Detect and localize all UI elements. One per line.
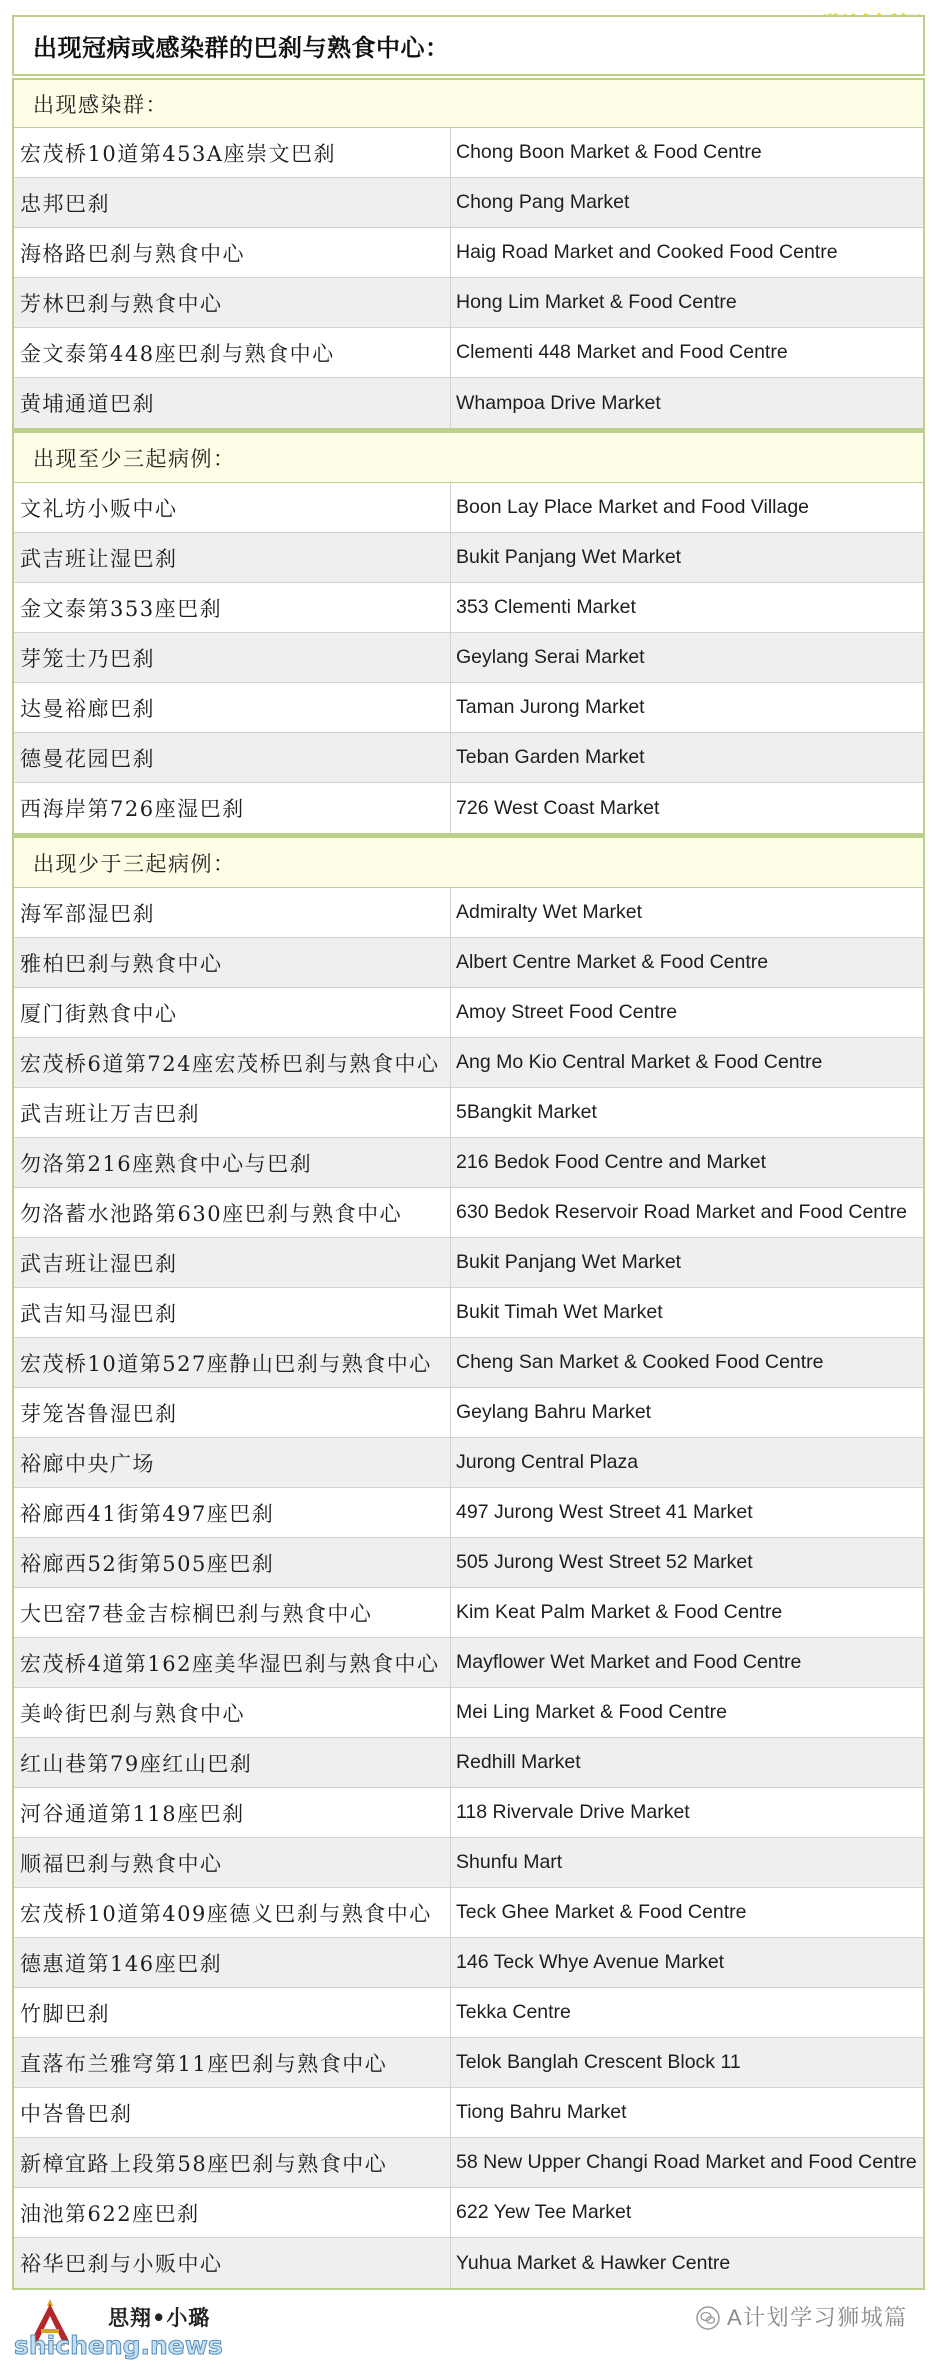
market-name-en: Teck Ghee Market & Food Centre xyxy=(456,1901,747,1923)
table-row xyxy=(14,1038,923,1088)
table-row xyxy=(14,1488,923,1538)
market-name-zh: 武吉班让万吉巴刹 xyxy=(14,1088,451,1137)
table-row xyxy=(14,328,923,378)
table-row xyxy=(14,178,923,228)
market-name-en: Bukit Timah Wet Market xyxy=(456,1301,663,1323)
table-row xyxy=(14,583,923,633)
market-name-zh: 勿洛蓄水池路第630座巴刹与熟食中心 xyxy=(14,1188,451,1237)
market-name-zh: 金文泰第448座巴刹与熟食中心 xyxy=(14,328,451,377)
brand-name: 思翔•小璐 xyxy=(108,2305,211,2330)
market-name-en: Redhill Market xyxy=(456,1751,581,1773)
market-name-en: 726 West Coast Market xyxy=(456,796,660,819)
table-row xyxy=(14,378,923,428)
section-clusters xyxy=(14,78,923,428)
table-row xyxy=(14,633,923,683)
market-name-en: 118 Rivervale Drive Market xyxy=(456,1801,690,1823)
market-name-zh: 宏茂桥10道第527座静山巴刹与熟食中心 xyxy=(14,1338,451,1387)
market-name-en: Bukit Panjang Wet Market xyxy=(456,1251,682,1273)
section-heading: 出现感染群： xyxy=(14,78,923,128)
table-row xyxy=(14,2038,923,2088)
table-row xyxy=(14,1438,923,1488)
market-name-en: Haig Road Market and Cooked Food Centre xyxy=(456,241,838,263)
table-row xyxy=(14,1088,923,1138)
table-row xyxy=(14,1988,923,2038)
market-name-en: Tekka Centre xyxy=(456,2001,571,2023)
market-name-en: Mei Ling Market & Food Centre xyxy=(456,1701,727,1723)
market-name-en: 5Bangkit Market xyxy=(456,1101,597,1123)
market-name-en: Cheng San Market & Cooked Food Centre xyxy=(456,1351,824,1373)
table-row xyxy=(14,2138,923,2188)
market-name-en: Telok Banglah Crescent Block 11 xyxy=(456,2051,741,2073)
market-name-en: Chong Pang Market xyxy=(456,191,630,213)
table-row xyxy=(14,1688,923,1738)
market-name-en: Whampoa Drive Market xyxy=(456,391,661,414)
table-row xyxy=(14,1388,923,1438)
market-name-en: Taman Jurong Market xyxy=(456,696,645,718)
market-name-zh: 新樟宜路上段第58座巴刹与熟食中心 xyxy=(14,2138,451,2187)
market-name-en: Hong Lim Market & Food Centre xyxy=(456,291,737,313)
market-name-zh: 红山巷第79座红山巴刹 xyxy=(14,1738,451,1787)
market-name-en: Ang Mo Kio Central Market & Food Centre xyxy=(456,1051,823,1073)
market-name-zh: 裕廊西41街第497座巴刹 xyxy=(14,1488,451,1537)
market-name-en: Mayflower Wet Market and Food Centre xyxy=(456,1651,802,1673)
market-name-zh: 武吉班让湿巴刹 xyxy=(14,533,451,582)
market-name-en: 497 Jurong West Street 41 Market xyxy=(456,1501,753,1523)
market-name-zh: 黄埔通道巴刹 xyxy=(14,378,451,428)
page-title: 出现冠病或感染群的巴刹与熟食中心： xyxy=(33,35,450,62)
market-name-en: Clementi 448 Market and Food Centre xyxy=(456,341,788,363)
market-name-zh: 芽笼峇鲁湿巴刹 xyxy=(14,1388,451,1437)
market-name-zh: 武吉班让湿巴刹 xyxy=(14,1238,451,1287)
table-row xyxy=(14,938,923,988)
market-name-zh: 宏茂桥6道第724座宏茂桥巴刹与熟食中心 xyxy=(14,1038,451,1087)
table-row xyxy=(14,1788,923,1838)
table-row xyxy=(14,1238,923,1288)
section-heading: 出现少于三起病例： xyxy=(14,833,923,888)
market-name-zh: 竹脚巴刹 xyxy=(14,1988,451,2037)
table-row xyxy=(14,683,923,733)
table-row xyxy=(14,1938,923,1988)
table-row xyxy=(14,1338,923,1388)
market-name-en: 58 New Upper Changi Road Market and Food Centre xyxy=(456,2151,917,2173)
market-name-zh: 宏茂桥10道第409座德义巴刹与熟食中心 xyxy=(14,1888,451,1937)
table-row xyxy=(14,533,923,583)
market-name-en: Tiong Bahru Market xyxy=(456,2101,627,2123)
table-row xyxy=(14,1288,923,1338)
market-name-en: Geylang Serai Market xyxy=(456,646,645,668)
table-row xyxy=(14,1188,923,1238)
market-name-zh: 河谷通道第118座巴刹 xyxy=(14,1788,451,1837)
table-row xyxy=(14,1538,923,1588)
market-name-en: Teban Garden Market xyxy=(456,746,645,768)
market-name-zh: 中峇鲁巴刹 xyxy=(14,2088,451,2137)
market-name-zh: 大巴窑7巷金吉棕榈巴刹与熟食中心 xyxy=(14,1588,451,1637)
market-name-en: Kim Keat Palm Market & Food Centre xyxy=(456,1601,783,1623)
table-row xyxy=(14,2238,923,2288)
table-row xyxy=(14,278,923,328)
table-row xyxy=(14,1888,923,1938)
market-name-zh: 德曼花园巴刹 xyxy=(14,733,451,782)
table-row xyxy=(14,783,923,833)
market-name-zh: 裕廊中央广场 xyxy=(14,1438,451,1487)
section-heading: 出现至少三起病例： xyxy=(14,428,923,483)
market-name-zh: 达曼裕廊巴刹 xyxy=(14,683,451,732)
table-row xyxy=(14,2088,923,2138)
table-row xyxy=(14,2188,923,2238)
market-name-en: 622 Yew Tee Market xyxy=(456,2201,632,2223)
market-name-en: Bukit Panjang Wet Market xyxy=(456,546,682,568)
market-name-en: Chong Boon Market & Food Centre xyxy=(456,141,762,163)
market-name-zh: 直落布兰雅穹第11座巴刹与熟食中心 xyxy=(14,2038,451,2087)
account-name: A计划学习狮城篇 xyxy=(727,2305,908,2330)
section-rows xyxy=(14,128,923,428)
market-name-zh: 文礼坊小贩中心 xyxy=(14,483,451,532)
section-rows xyxy=(14,888,923,2288)
table-row xyxy=(14,483,923,533)
market-name-zh: 雅柏巴刹与熟食中心 xyxy=(14,938,451,987)
market-name-zh: 顺福巴刹与熟食中心 xyxy=(14,1838,451,1887)
market-name-en: Shunfu Mart xyxy=(456,1851,563,1873)
site-watermark: shicheng.news xyxy=(14,2331,223,2360)
market-name-en: Boon Lay Place Market and Food Village xyxy=(456,496,810,518)
section-under-three-cases xyxy=(14,833,923,2288)
market-name-zh: 美岭街巴刹与熟食中心 xyxy=(14,1688,451,1737)
market-name-zh: 芽笼士乃巴刹 xyxy=(14,633,451,682)
market-name-en: Yuhua Market & Hawker Centre xyxy=(456,2251,731,2274)
market-name-zh: 武吉知马湿巴刹 xyxy=(14,1288,451,1337)
table-row xyxy=(14,1138,923,1188)
market-name-zh: 勿洛第216座熟食中心与巴刹 xyxy=(14,1138,451,1187)
table-row xyxy=(14,733,923,783)
table-row xyxy=(14,128,923,178)
table-row xyxy=(14,1738,923,1788)
market-name-zh: 油池第622座巴刹 xyxy=(14,2188,451,2237)
section-three-plus-cases xyxy=(14,428,923,833)
market-name-en: 353 Clementi Market xyxy=(456,596,636,618)
market-name-en: 216 Bedok Food Centre and Market xyxy=(456,1151,767,1173)
title-box xyxy=(12,15,925,76)
market-name-en: Geylang Bahru Market xyxy=(456,1401,652,1423)
market-name-en: Jurong Central Plaza xyxy=(456,1451,639,1473)
table-row xyxy=(14,228,923,278)
market-name-en: Admiralty Wet Market xyxy=(456,901,643,923)
market-name-zh: 厦门街熟食中心 xyxy=(14,988,451,1037)
market-name-en: Albert Centre Market & Food Centre xyxy=(456,951,769,973)
table-row xyxy=(14,988,923,1038)
market-name-zh: 裕华巴刹与小贩中心 xyxy=(14,2238,451,2288)
table-row xyxy=(14,1588,923,1638)
wechat-icon xyxy=(696,2306,720,2330)
market-name-zh: 金文泰第353座巴刹 xyxy=(14,583,451,632)
table-row xyxy=(14,1838,923,1888)
market-name-zh: 宏茂桥10道第453A座崇文巴刹 xyxy=(14,128,451,177)
market-table xyxy=(12,78,925,2290)
market-table-frame xyxy=(12,15,925,2290)
market-name-zh: 海格路巴刹与熟食中心 xyxy=(14,228,451,277)
market-name-en: 630 Bedok Reservoir Road Market and Food Centre xyxy=(456,1201,907,1223)
market-name-en: 146 Teck Whye Avenue Market xyxy=(456,1951,725,1973)
market-name-en: Amoy Street Food Centre xyxy=(456,1001,678,1023)
market-name-zh: 德惠道第146座巴刹 xyxy=(14,1938,451,1987)
section-rows xyxy=(14,483,923,833)
market-name-zh: 忠邦巴刹 xyxy=(14,178,451,227)
market-name-zh: 海军部湿巴刹 xyxy=(14,888,451,937)
market-name-zh: 裕廊西52街第505座巴刹 xyxy=(14,1538,451,1587)
table-row xyxy=(14,1638,923,1688)
market-name-en: 505 Jurong West Street 52 Market xyxy=(456,1551,753,1573)
market-name-zh: 芳林巴刹与熟食中心 xyxy=(14,278,451,327)
table-row xyxy=(14,888,923,938)
market-name-zh: 宏茂桥4道第162座美华湿巴刹与熟食中心 xyxy=(14,1638,451,1687)
market-name-zh: 西海岸第726座湿巴刹 xyxy=(14,783,451,833)
